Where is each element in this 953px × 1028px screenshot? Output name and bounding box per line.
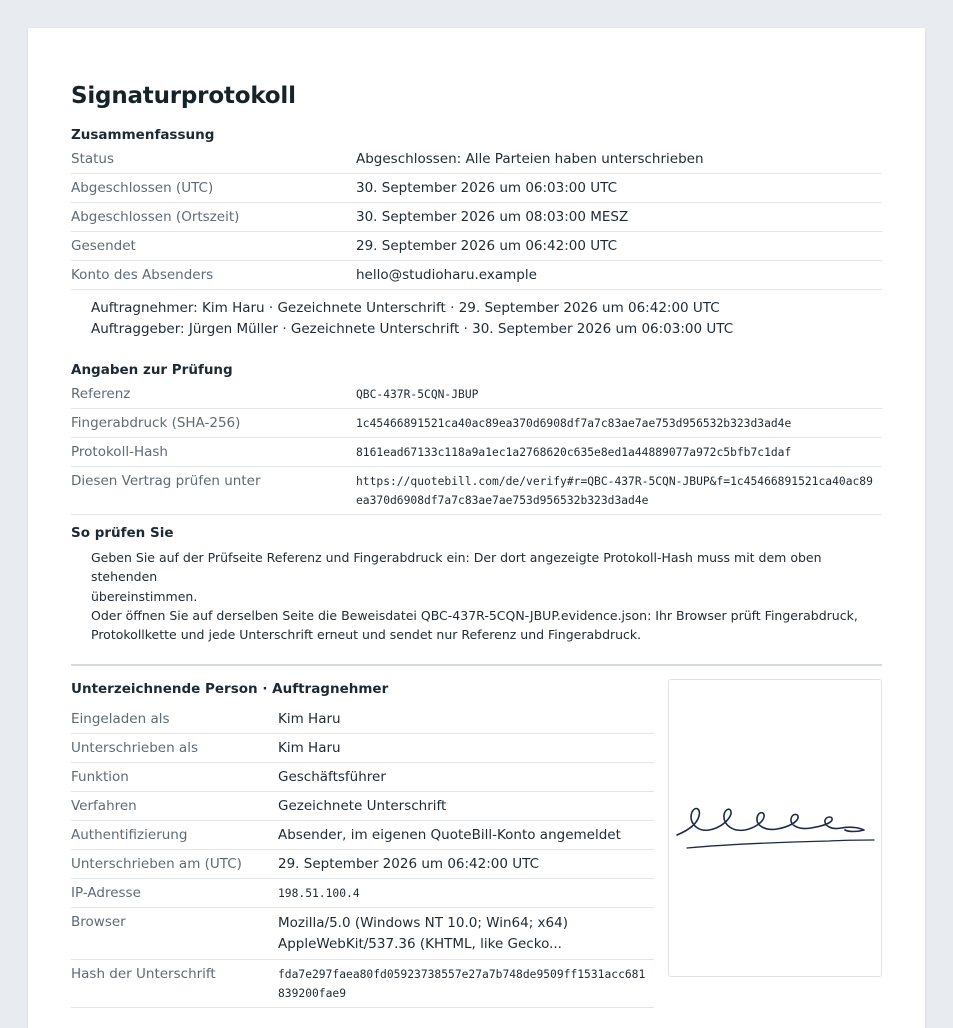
verification-table xyxy=(71,380,882,515)
signature-underline xyxy=(687,840,874,848)
signer-heading: Unterzeichnende Person · Auftragnehmer xyxy=(71,681,389,697)
signer-row-invited-as xyxy=(71,705,654,734)
howto-text: Geben Sie auf der Prüfseite Referenz und Fingerabdruck ein: Der dort angezeigte Protokoll-Hash muss mit dem oben stehenden xyxy=(91,550,822,585)
signer-value: Kim Haru xyxy=(278,705,654,734)
verify-url[interactable] xyxy=(356,467,882,515)
signer-label: Browser xyxy=(71,908,278,960)
verification-row-protocol-hash xyxy=(71,438,882,467)
signer-value: Absender, im eigenen QuoteBill-Konto angemeldet xyxy=(278,821,654,850)
signer-label: Unterschrieben am (UTC) xyxy=(71,850,278,879)
signature-stroke xyxy=(677,809,864,835)
summary-heading: Zusammenfassung xyxy=(71,127,215,143)
verification-row-reference xyxy=(71,380,882,409)
page-title: Signaturprotokoll xyxy=(71,83,296,109)
signature-hash-line: fda7e297faea80fd05923738557e27a7b748de9509ff1531acc681 xyxy=(278,968,646,981)
signer-value: 29. September 2026 um 06:42:00 UTC xyxy=(278,850,654,879)
verify-url-line[interactable]: https://quotebill.com/de/verify#r=QBC-437R-5CQN-JBUP&f=1c45466891521ca40ac89 xyxy=(356,475,873,488)
signer-value: Gezeichnete Unterschrift xyxy=(278,792,654,821)
signature-drawing xyxy=(669,680,881,976)
summary-row-completed-utc xyxy=(71,174,882,203)
signer-label: Unterschrieben als xyxy=(71,734,278,763)
event-contractor: Auftragnehmer: Kim Haru · Gezeichnete Unterschrift · 29. September 2026 um 06:42:00 UTC xyxy=(91,300,720,316)
signer-value: Kim Haru xyxy=(278,734,654,763)
verification-label: Diesen Vertrag prüfen unter xyxy=(71,467,356,515)
signer-row-ip xyxy=(71,879,654,908)
verification-label: Referenz xyxy=(71,380,356,409)
summary-value: 29. September 2026 um 06:42:00 UTC xyxy=(356,232,882,261)
howto-text: übereinstimmen. xyxy=(91,588,198,604)
verification-row-fingerprint xyxy=(71,409,882,438)
summary-label: Abgeschlossen (UTC) xyxy=(71,174,356,203)
signer-row-signature-hash xyxy=(71,960,654,1008)
ip-address-value: 198.51.100.4 xyxy=(278,879,654,908)
summary-row-sender-account xyxy=(71,261,882,290)
signature-hash-line: 839200fae9 xyxy=(278,987,347,1000)
browser-line: Mozilla/5.0 (Windows NT 10.0; Win64; x64) xyxy=(278,915,568,931)
verify-url-line[interactable]: ea370d6908df7a7c83ae7ae753d956532b323d3ad4e xyxy=(356,494,649,507)
signer-label: Verfahren xyxy=(71,792,278,821)
summary-row-status xyxy=(71,145,882,174)
signer-row-authentication xyxy=(71,821,654,850)
signing-events xyxy=(91,298,733,339)
verification-label: Fingerabdruck (SHA-256) xyxy=(71,409,356,438)
howto-heading: So prüfen Sie xyxy=(71,525,174,541)
summary-value: Abgeschlossen: Alle Parteien haben unterschrieben xyxy=(356,145,882,174)
summary-table xyxy=(71,145,882,290)
signer-row-signed-at xyxy=(71,850,654,879)
signer-label: Hash der Unterschrift xyxy=(71,960,278,1008)
signer-label: Funktion xyxy=(71,763,278,792)
protocol-page xyxy=(28,28,925,1028)
signature-hash-value xyxy=(278,960,654,1008)
protocol-hash-value: 8161ead67133c118a9a1ec1a2768620c635e8ed1a44889077a972c5bfb7c1daf xyxy=(356,438,882,467)
howto-instructions xyxy=(91,548,881,644)
summary-label: Abgeschlossen (Ortszeit) xyxy=(71,203,356,232)
browser-value xyxy=(278,908,654,960)
signature-image-box xyxy=(668,679,882,977)
signer-row-signed-as xyxy=(71,734,654,763)
summary-row-sent xyxy=(71,232,882,261)
section-divider xyxy=(71,664,882,666)
signer-label: Eingeladen als xyxy=(71,705,278,734)
summary-label: Konto des Absenders xyxy=(71,261,356,290)
signer-label: IP-Adresse xyxy=(71,879,278,908)
verification-heading: Angaben zur Prüfung xyxy=(71,362,233,378)
signer-label: Authentifizierung xyxy=(71,821,278,850)
verification-row-verify-url xyxy=(71,467,882,515)
summary-value: 30. September 2026 um 08:03:00 MESZ xyxy=(356,203,882,232)
summary-label: Gesendet xyxy=(71,232,356,261)
signer-row-method xyxy=(71,792,654,821)
event-client: Auftraggeber: Jürgen Müller · Gezeichnete Unterschrift · 30. September 2026 um 06:03:00 UTC xyxy=(91,320,734,337)
verification-label: Protokoll-Hash xyxy=(71,438,356,467)
signer-value: Geschäftsführer xyxy=(278,763,654,792)
signer-table xyxy=(71,705,654,1008)
howto-text: Oder öffnen Sie auf derselben Seite die Beweisdatei QBC-437R-5CQN-JBUP.evidence.json: Ihr Browser prüft Fingerabdruck, xyxy=(91,607,858,623)
summary-row-completed-local xyxy=(71,203,882,232)
signer-row-role xyxy=(71,763,654,792)
summary-label: Status xyxy=(71,145,356,174)
signer-row-browser xyxy=(71,908,654,960)
fingerprint-value: 1c45466891521ca40ac89ea370d6908df7a7c83ae7ae753d956532b323d3ad4e xyxy=(356,409,882,438)
howto-text: Protokollkette und jede Unterschrift erneut und sendet nur Referenz und Fingerabdruck. xyxy=(91,627,642,643)
browser-line: AppleWebKit/537.36 (KHTML, like Gecko... xyxy=(278,936,562,952)
summary-value: 30. September 2026 um 06:03:00 UTC xyxy=(356,174,882,203)
reference-value: QBC-437R-5CQN-JBUP xyxy=(356,380,882,409)
summary-value: hello@studioharu.example xyxy=(356,261,882,290)
